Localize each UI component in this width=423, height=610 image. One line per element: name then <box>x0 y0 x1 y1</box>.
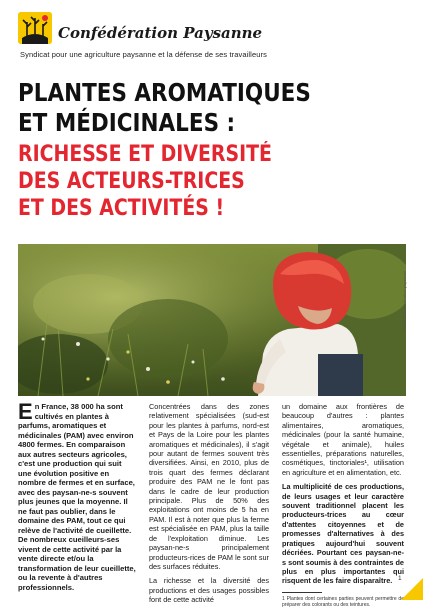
confederation-paysanne-logo <box>18 12 52 44</box>
page-title <box>18 78 358 138</box>
footnote: 1 Plantes dont certaines parties peuvent permettre de préparer des colorants ou des teintures. <box>282 595 404 608</box>
footnote-divider <box>282 592 322 593</box>
right-paragraph-2: La multiplicité de ces productions, de leurs usages et leur caractère souvent traditionnel placent les producteurs-trices au cœur d'attentes citoyennes et de promesses d'alternatives à des pratiques aujourd'hui souvent décriées. Pourtant ces paysan-ne-s sont soumis à des contraintes de plus en plus importantes qui risquent de les faire disparaître. <box>282 482 404 586</box>
middle-paragraph-2: La richesse et la diversité des productions et des usages possibles font de cette activité <box>149 576 269 605</box>
middle-paragraph-1: Concentrées dans des zones relativement spécialisées (sud-est pour les plantes à parfums, nord-est et Pays de la Loire pour les plantes aromatiques et médicinales), il s'agit pour autant de fermes souvent très diversifiées. Ainsi, en 2010, plus de trois quart des fermes déclarant produire des PAM ne le font pas dans le cadre de leur production principale. Plus de 50% des exploitations ont moins de 5 ha en PAM. Il est à noter que plus la ferme est spécialisée en PAM, plus la taille de l'exploitation diminue. Les paysan-ne-s principalement producteurs-rices de PAM le sont sur des surfaces réduites. <box>149 402 269 571</box>
photo-credit: Photo © Confédération paysanne <box>402 270 407 330</box>
right-paragraph-1: un domaine aux frontières de beaucoup d'autres : plantes alimentaires, aromatiques, médicinales (pour la santé humaine, végétale et animale), huiles essentielles, préparations naturelles, cosmétiques, tinctoriales¹, utilisation en agriculture et en alimentation, etc. <box>282 402 404 477</box>
column-middle <box>149 402 269 610</box>
org-tagline: Syndicat pour une agriculture paysanne et la défense de ses travailleurs <box>20 50 267 59</box>
subtitle-line-3: ET DES ACTIVITÉS ! <box>18 196 225 221</box>
subtitle-line-1: RICHESSE ET DIVERSITÉ <box>18 142 272 167</box>
page-header <box>18 8 408 58</box>
intro-text: n France, 38 000 ha sont cultivés en plantes à parfums, aromatiques et médicinales (PAM) avec environ 4800 fermes. En comparaison aux autres secteurs agricoles, c'est une production qui suit une évolution positive en nombre de fermes et en surface, avec des paysan-ne-s souvent plus jeunes que la moyenne. Il ne faut pas oublier, dans le domaine des PAM, tout ce qui relève de l'activité de cueillette. De nombreux cueilleurs-ses vivent de cette activité par la vente directe et/ou la transformation de leur cueillette, ou la revente à d'autres professionnels. <box>18 402 136 592</box>
column-intro <box>18 399 136 592</box>
page-subtitle <box>18 141 272 222</box>
subtitle-line-2: DES ACTEURS-TRICES <box>18 169 245 194</box>
drop-cap: E <box>18 399 33 424</box>
herb-picker-photo <box>18 244 406 396</box>
column-right <box>282 402 404 608</box>
org-name: Confédération Paysanne <box>58 24 263 42</box>
title-line-2: ET MÉDICINALES : <box>18 108 236 137</box>
corner-accent <box>401 578 423 600</box>
page-number: 1 <box>398 575 402 582</box>
title-line-1: PLANTES AROMATIQUES <box>18 78 311 107</box>
